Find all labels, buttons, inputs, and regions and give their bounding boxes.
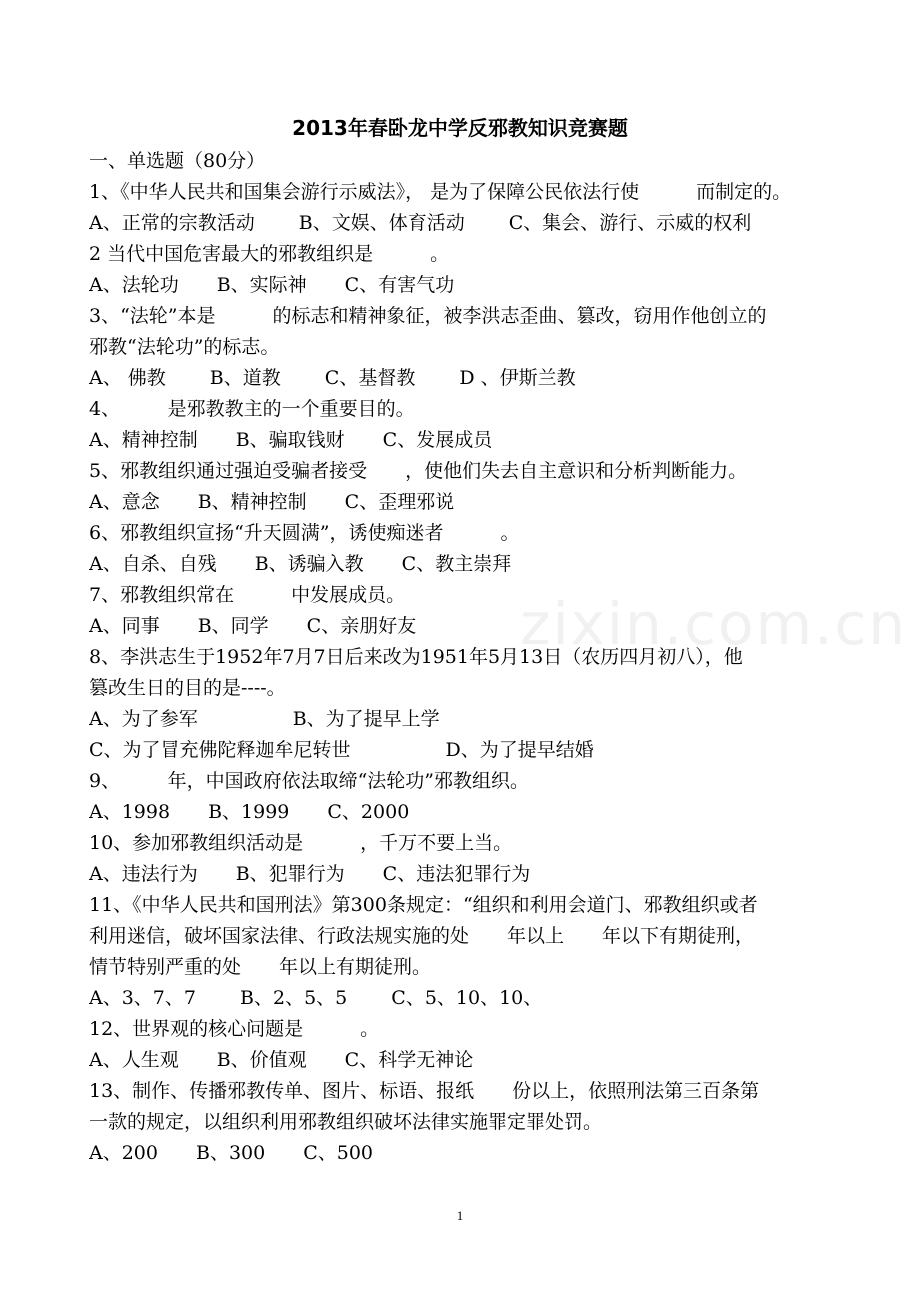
question-text: 11、《中华人民共和国刑法》第300条规定：“组织和利用会道门、邪教组织或者 [89, 894, 758, 916]
answer-options: A、自杀、自残 B、诱骗入教 C、教主崇拜 [89, 553, 512, 575]
question-text: 13、制作、传播邪教传单、图片、标语、报纸 份以上，依照刑法第三百条第 [89, 1080, 760, 1102]
answer-options: A、正常的宗教活动 B、文娱、体育活动 C、集会、游行、示威的权利 [89, 212, 752, 234]
question-text: 1、《中华人民共和国集会游行示威法》， 是为了保障公民依法行使 而制定的。 [89, 181, 792, 203]
answer-options: A、200 B、300 C、500 [89, 1142, 374, 1164]
answer-options: A、人生观 B、价值观 C、科学无神论 [89, 1049, 474, 1071]
answer-options: A、3、7、7 B、2、5、5 C、5、10、10、 [89, 987, 543, 1009]
question-text: 12、世界观的核心问题是 。 [89, 1018, 380, 1040]
question-body [89, 146, 879, 1169]
answer-options: A、 佛教 B、道教 C、基督教 D 、伊斯兰教 [89, 367, 576, 389]
question-text: 邪教“法轮功”的标志。 [89, 336, 280, 358]
question-text: 9、 年，中国政府依法取缔“法轮功”邪教组织。 [89, 770, 530, 792]
page-number: 1 [456, 1208, 464, 1223]
question-text: 4、 是邪教教主的一个重要目的。 [89, 398, 415, 420]
question-text: 利用迷信，破坏国家法律、行政法规实施的处 年以上 年以下有期徒刑， [89, 925, 755, 947]
question-text: 篡改生日的目的是----。 [89, 677, 286, 699]
answer-options: A、1998 B、1999 C、2000 [89, 801, 410, 823]
answer-options: A、违法行为 B、犯罪行为 C、违法犯罪行为 [89, 863, 531, 885]
question-text: 10、参加邪教组织活动是 ，千万不要上当。 [89, 832, 513, 854]
question-text: 6、邪教组织宣扬“升天圆满”，诱使痴迷者 。 [89, 522, 520, 544]
answer-options: A、精神控制 B、骗取钱财 C、发展成员 [89, 429, 493, 451]
document-title: 2013年春卧龙中学反邪教知识竞赛题 [292, 116, 628, 140]
answer-options: A、意念 B、精神控制 C、歪理邪说 [89, 491, 455, 513]
question-text: 8、李洪志生于1952年7月7日后来改为1951年5月13日（农历四月初八），他 [89, 646, 743, 668]
answer-options: A、同事 B、同学 C、亲朋好友 [89, 615, 417, 637]
question-text: 7、邪教组织常在 中发展成员。 [89, 584, 406, 606]
question-text: 2 当代中国危害最大的邪教组织是 。 [89, 243, 450, 265]
question-text: 3、“法轮”本是 的标志和精神象征，被李洪志歪曲、篡改，窃用作他创立的 [89, 305, 767, 327]
answer-options: A、为了参军 B、为了提早上学 [89, 708, 440, 730]
question-text: 5、邪教组织通过强迫受骗者接受 ，使他们失去自主意识和分析判断能力。 [89, 460, 748, 482]
question-text: 一款的规定，以组织利用邪教组织破坏法律实施罪定罪处罚。 [89, 1111, 603, 1133]
answer-options: C、为了冒充佛陀释迦牟尼转世 D、为了提早结婚 [89, 739, 594, 761]
section-heading: 一、单选题（80分） [89, 150, 266, 172]
answer-options: A、法轮功 B、实际神 C、有害气功 [89, 274, 455, 296]
question-text: 情节特别严重的处 年以上有期徒刑。 [89, 956, 432, 978]
watermark: zixin.com.cn [520, 590, 908, 658]
